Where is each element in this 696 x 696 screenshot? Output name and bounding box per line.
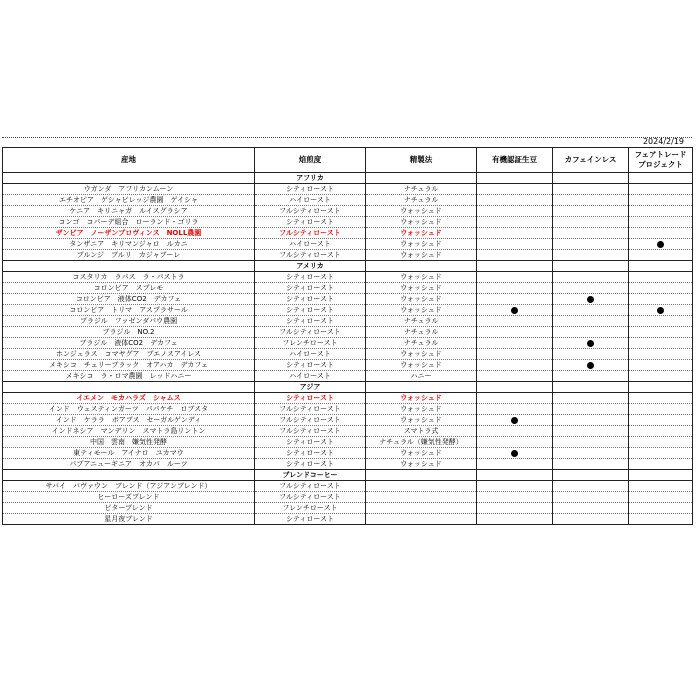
- fair-cell: [629, 239, 693, 250]
- decaf-cell: [553, 294, 629, 305]
- section-empty-cell: [629, 470, 693, 481]
- table-row: [3, 404, 693, 415]
- roast-cell: ハイロースト: [255, 195, 366, 206]
- organic-cell: [477, 250, 553, 261]
- roast-cell: フルシティロースト: [255, 327, 366, 338]
- section-row: [3, 382, 693, 393]
- origin-cell: サバイ バヴァウン ブレンド（アジアンブレンド）: [3, 481, 255, 492]
- section-label: ブレンドコーヒー: [255, 470, 366, 481]
- decaf-cell: [553, 514, 629, 525]
- origin-cell: インド ウェスティンガーツ パパケチ ロブスタ: [3, 404, 255, 415]
- origin-cell: ヒーローズブレンド: [3, 492, 255, 503]
- fair-cell: [629, 327, 693, 338]
- decaf-cell: [553, 316, 629, 327]
- decaf-cell: [553, 206, 629, 217]
- table-row: [3, 349, 693, 360]
- roast-cell: シティロースト: [255, 283, 366, 294]
- roast-cell: シティロースト: [255, 393, 366, 404]
- table-row: [3, 184, 693, 195]
- origin-cell: ブラジル 液体CO2 デカフェ: [3, 338, 255, 349]
- table-row: [3, 195, 693, 206]
- organic-cell: [477, 338, 553, 349]
- table-row: [3, 272, 693, 283]
- table-row: [3, 371, 693, 382]
- header-organic: 有機認証生豆: [477, 148, 553, 173]
- organic-cell: [477, 217, 553, 228]
- header-decaf: カフェインレス: [553, 148, 629, 173]
- process-cell: [366, 514, 477, 525]
- decaf-cell: [553, 426, 629, 437]
- fair-cell: [629, 349, 693, 360]
- process-cell: ナチュラル: [366, 184, 477, 195]
- section-empty-cell: [553, 261, 629, 272]
- process-cell: ウォッシュド: [366, 294, 477, 305]
- section-label: アジア: [255, 382, 366, 393]
- fair-cell: [629, 272, 693, 283]
- decaf-cell: [553, 415, 629, 426]
- process-cell: ウォッシュド: [366, 272, 477, 283]
- section-empty-cell: [477, 173, 553, 184]
- decaf-cell: [553, 360, 629, 371]
- roast-cell: シティロースト: [255, 294, 366, 305]
- organic-cell: [477, 360, 553, 371]
- roast-cell: フルシティロースト: [255, 250, 366, 261]
- decaf-mark-icon: [587, 362, 594, 369]
- fair-cell: [629, 206, 693, 217]
- process-cell: ウォッシュド: [366, 239, 477, 250]
- decaf-cell: [553, 371, 629, 382]
- organic-cell: [477, 305, 553, 316]
- section-empty-cell: [477, 261, 553, 272]
- origin-cell: ホンジュラス コマヤグア ブエノスアイレス: [3, 349, 255, 360]
- organic-cell: [477, 459, 553, 470]
- table-row: [3, 426, 693, 437]
- roast-cell: シティロースト: [255, 272, 366, 283]
- fair-mark-icon: [657, 307, 664, 314]
- decaf-cell: [553, 228, 629, 239]
- fair-cell: [629, 459, 693, 470]
- section-row: [3, 173, 693, 184]
- fair-cell: [629, 503, 693, 514]
- fair-cell: [629, 184, 693, 195]
- table-row: [3, 206, 693, 217]
- roast-cell: フルシティロースト: [255, 206, 366, 217]
- origin-cell: インドネシア マンデリン スマトラ島リントン: [3, 426, 255, 437]
- section-empty-cell: [3, 382, 255, 393]
- origin-cell: ブルンジ ブルリ カジャブーレ: [3, 250, 255, 261]
- table-row: [3, 503, 693, 514]
- decaf-cell: [553, 492, 629, 503]
- fair-cell: [629, 404, 693, 415]
- process-cell: ウォッシュド: [366, 448, 477, 459]
- date-row: [2, 137, 692, 147]
- process-cell: ウォッシュド: [366, 404, 477, 415]
- table-row: [3, 239, 693, 250]
- table-row: [3, 360, 693, 371]
- sheet-date: 2024/2/19: [642, 137, 684, 146]
- table-row: [3, 338, 693, 349]
- section-label: アフリカ: [255, 173, 366, 184]
- roast-cell: ハイロースト: [255, 349, 366, 360]
- roast-cell: シティロースト: [255, 514, 366, 525]
- organic-cell: [477, 327, 553, 338]
- table-row: [3, 228, 693, 239]
- roast-cell: フルシティロースト: [255, 492, 366, 503]
- coffee-bean-sheet: [2, 137, 692, 525]
- fair-cell: [629, 514, 693, 525]
- fair-cell: [629, 294, 693, 305]
- section-empty-cell: [366, 173, 477, 184]
- roast-cell: フルシティロースト: [255, 426, 366, 437]
- organic-cell: [477, 514, 553, 525]
- process-cell: ウォッシュド: [366, 217, 477, 228]
- fair-cell: [629, 250, 693, 261]
- origin-cell: イエメン モカハラズ シャムス: [3, 393, 255, 404]
- process-cell: ナチュラル: [366, 195, 477, 206]
- table-row: [3, 217, 693, 228]
- organic-cell: [477, 228, 553, 239]
- origin-cell: コロンビア 液体CO2 デカフェ: [3, 294, 255, 305]
- organic-cell: [477, 404, 553, 415]
- section-empty-cell: [477, 382, 553, 393]
- roast-cell: フレンチロースト: [255, 503, 366, 514]
- section-empty-cell: [629, 382, 693, 393]
- table-row: [3, 448, 693, 459]
- decaf-cell: [553, 250, 629, 261]
- process-cell: ナチュラル: [366, 316, 477, 327]
- organic-cell: [477, 393, 553, 404]
- origin-cell: ブラジル ファゼンダパウ農園: [3, 316, 255, 327]
- header-origin: 産地: [3, 148, 255, 173]
- fair-cell: [629, 283, 693, 294]
- roast-cell: シティロースト: [255, 217, 366, 228]
- process-cell: ウォッシュド: [366, 393, 477, 404]
- fair-cell: [629, 228, 693, 239]
- origin-cell: コロンビア スプレモ: [3, 283, 255, 294]
- fair-cell: [629, 415, 693, 426]
- section-empty-cell: [3, 470, 255, 481]
- organic-cell: [477, 503, 553, 514]
- process-cell: ナチュラル: [366, 338, 477, 349]
- header-process: 精製法: [366, 148, 477, 173]
- fair-cell: [629, 481, 693, 492]
- organic-cell: [477, 437, 553, 448]
- header-fairtrade: [629, 148, 693, 173]
- origin-cell: 中国 雲南 嫌気性発酵: [3, 437, 255, 448]
- process-cell: ウォッシュド: [366, 349, 477, 360]
- origin-cell: ブラジル NO.2: [3, 327, 255, 338]
- organic-cell: [477, 195, 553, 206]
- section-empty-cell: [3, 173, 255, 184]
- table-row: [3, 481, 693, 492]
- origin-cell: コスタリカ ラパス ラ・パストラ: [3, 272, 255, 283]
- organic-cell: [477, 316, 553, 327]
- header-fairtrade-line1: フェアトレード: [634, 150, 687, 159]
- origin-cell: 星月夜ブレンド: [3, 514, 255, 525]
- table-row: [3, 459, 693, 470]
- section-row: [3, 261, 693, 272]
- process-cell: [366, 503, 477, 514]
- roast-cell: フルシティロースト: [255, 404, 366, 415]
- origin-cell: ザンビア ノーザンプロヴィンス NOLL農園: [3, 228, 255, 239]
- organic-mark-icon: [511, 417, 518, 424]
- decaf-cell: [553, 184, 629, 195]
- decaf-cell: [553, 349, 629, 360]
- fair-cell: [629, 360, 693, 371]
- decaf-cell: [553, 459, 629, 470]
- decaf-cell: [553, 393, 629, 404]
- decaf-cell: [553, 503, 629, 514]
- fair-cell: [629, 393, 693, 404]
- section-label: アメリカ: [255, 261, 366, 272]
- organic-cell: [477, 492, 553, 503]
- header-row: [3, 148, 693, 173]
- origin-cell: ウガンダ アフリカンムーン: [3, 184, 255, 195]
- decaf-cell: [553, 437, 629, 448]
- origin-cell: メキシコ チェリーブラック オアハカ デカフェ: [3, 360, 255, 371]
- roast-cell: シティロースト: [255, 448, 366, 459]
- header-roast: 焙煎度: [255, 148, 366, 173]
- roast-cell: フレンチロースト: [255, 338, 366, 349]
- organic-cell: [477, 294, 553, 305]
- section-empty-cell: [629, 173, 693, 184]
- fair-cell: [629, 448, 693, 459]
- process-cell: スマトラ式: [366, 426, 477, 437]
- origin-cell: コロンビア トリマ アスプラサール: [3, 305, 255, 316]
- process-cell: ウォッシュド: [366, 206, 477, 217]
- organic-mark-icon: [511, 307, 518, 314]
- table-row: [3, 294, 693, 305]
- process-cell: ウォッシュド: [366, 459, 477, 470]
- organic-cell: [477, 206, 553, 217]
- origin-cell: メキシコ ラ・ロマ農園 レッドハニー: [3, 371, 255, 382]
- process-cell: [366, 481, 477, 492]
- roast-cell: フルシティロースト: [255, 415, 366, 426]
- table-row: [3, 250, 693, 261]
- organic-cell: [477, 415, 553, 426]
- table-row: [3, 437, 693, 448]
- organic-mark-icon: [511, 450, 518, 457]
- organic-cell: [477, 283, 553, 294]
- organic-cell: [477, 349, 553, 360]
- process-cell: [366, 492, 477, 503]
- process-cell: ナチュラル: [366, 327, 477, 338]
- organic-cell: [477, 272, 553, 283]
- decaf-cell: [553, 283, 629, 294]
- decaf-cell: [553, 404, 629, 415]
- process-cell: ハニー: [366, 371, 477, 382]
- origin-cell: タンザニア キリマンジャロ ルカニ: [3, 239, 255, 250]
- coffee-table: [2, 147, 693, 525]
- table-row: [3, 316, 693, 327]
- table-row: [3, 393, 693, 404]
- origin-cell: ケニア キリニャガ ルイスグラシア: [3, 206, 255, 217]
- table-row: [3, 327, 693, 338]
- roast-cell: シティロースト: [255, 184, 366, 195]
- table-body: [3, 173, 693, 525]
- origin-cell: エチオピア ゲシャビレッジ農園 ゲイシャ: [3, 195, 255, 206]
- section-empty-cell: [553, 382, 629, 393]
- decaf-cell: [553, 305, 629, 316]
- fair-cell: [629, 217, 693, 228]
- table-row: [3, 305, 693, 316]
- section-empty-cell: [366, 261, 477, 272]
- section-empty-cell: [366, 382, 477, 393]
- section-empty-cell: [553, 470, 629, 481]
- roast-cell: シティロースト: [255, 360, 366, 371]
- fair-cell: [629, 437, 693, 448]
- decaf-cell: [553, 272, 629, 283]
- organic-cell: [477, 184, 553, 195]
- section-empty-cell: [3, 261, 255, 272]
- fair-cell: [629, 338, 693, 349]
- section-empty-cell: [553, 173, 629, 184]
- section-empty-cell: [477, 470, 553, 481]
- decaf-mark-icon: [587, 340, 594, 347]
- decaf-cell: [553, 217, 629, 228]
- roast-cell: ハイロースト: [255, 371, 366, 382]
- decaf-cell: [553, 195, 629, 206]
- fair-mark-icon: [657, 241, 664, 248]
- fair-cell: [629, 426, 693, 437]
- decaf-cell: [553, 338, 629, 349]
- origin-cell: コンゴ コパーデ組合 ローランド・ゴリラ: [3, 217, 255, 228]
- roast-cell: フルシティロースト: [255, 228, 366, 239]
- process-cell: ウォッシュド: [366, 283, 477, 294]
- fair-cell: [629, 316, 693, 327]
- decaf-mark-icon: [587, 296, 594, 303]
- section-empty-cell: [629, 261, 693, 272]
- roast-cell: シティロースト: [255, 316, 366, 327]
- process-cell: ウォッシュド: [366, 415, 477, 426]
- section-empty-cell: [366, 470, 477, 481]
- process-cell: ナチュラル（嫌気性発酵）: [366, 437, 477, 448]
- roast-cell: シティロースト: [255, 437, 366, 448]
- origin-cell: 東ティモール アイナロ ユカマウ: [3, 448, 255, 459]
- decaf-cell: [553, 448, 629, 459]
- organic-cell: [477, 371, 553, 382]
- table-row: [3, 492, 693, 503]
- organic-cell: [477, 448, 553, 459]
- origin-cell: パプアニューギニア オカパ ルーツ: [3, 459, 255, 470]
- table-row: [3, 514, 693, 525]
- process-cell: ウォッシュド: [366, 228, 477, 239]
- roast-cell: フルシティロースト: [255, 481, 366, 492]
- decaf-cell: [553, 481, 629, 492]
- organic-cell: [477, 426, 553, 437]
- fair-cell: [629, 371, 693, 382]
- organic-cell: [477, 481, 553, 492]
- process-cell: ウォッシュド: [366, 305, 477, 316]
- fair-cell: [629, 195, 693, 206]
- roast-cell: ハイロースト: [255, 239, 366, 250]
- origin-cell: インド ケララ ボアブス セーガルゲンディ: [3, 415, 255, 426]
- decaf-cell: [553, 239, 629, 250]
- process-cell: ウォッシュド: [366, 360, 477, 371]
- section-row: [3, 470, 693, 481]
- organic-cell: [477, 239, 553, 250]
- table-row: [3, 415, 693, 426]
- fair-cell: [629, 305, 693, 316]
- fair-cell: [629, 492, 693, 503]
- table-row: [3, 283, 693, 294]
- roast-cell: シティロースト: [255, 305, 366, 316]
- decaf-cell: [553, 327, 629, 338]
- roast-cell: シティロースト: [255, 459, 366, 470]
- header-fairtrade-line2: プロジェクト: [638, 160, 683, 169]
- origin-cell: ビターブレンド: [3, 503, 255, 514]
- process-cell: ウォッシュド: [366, 250, 477, 261]
